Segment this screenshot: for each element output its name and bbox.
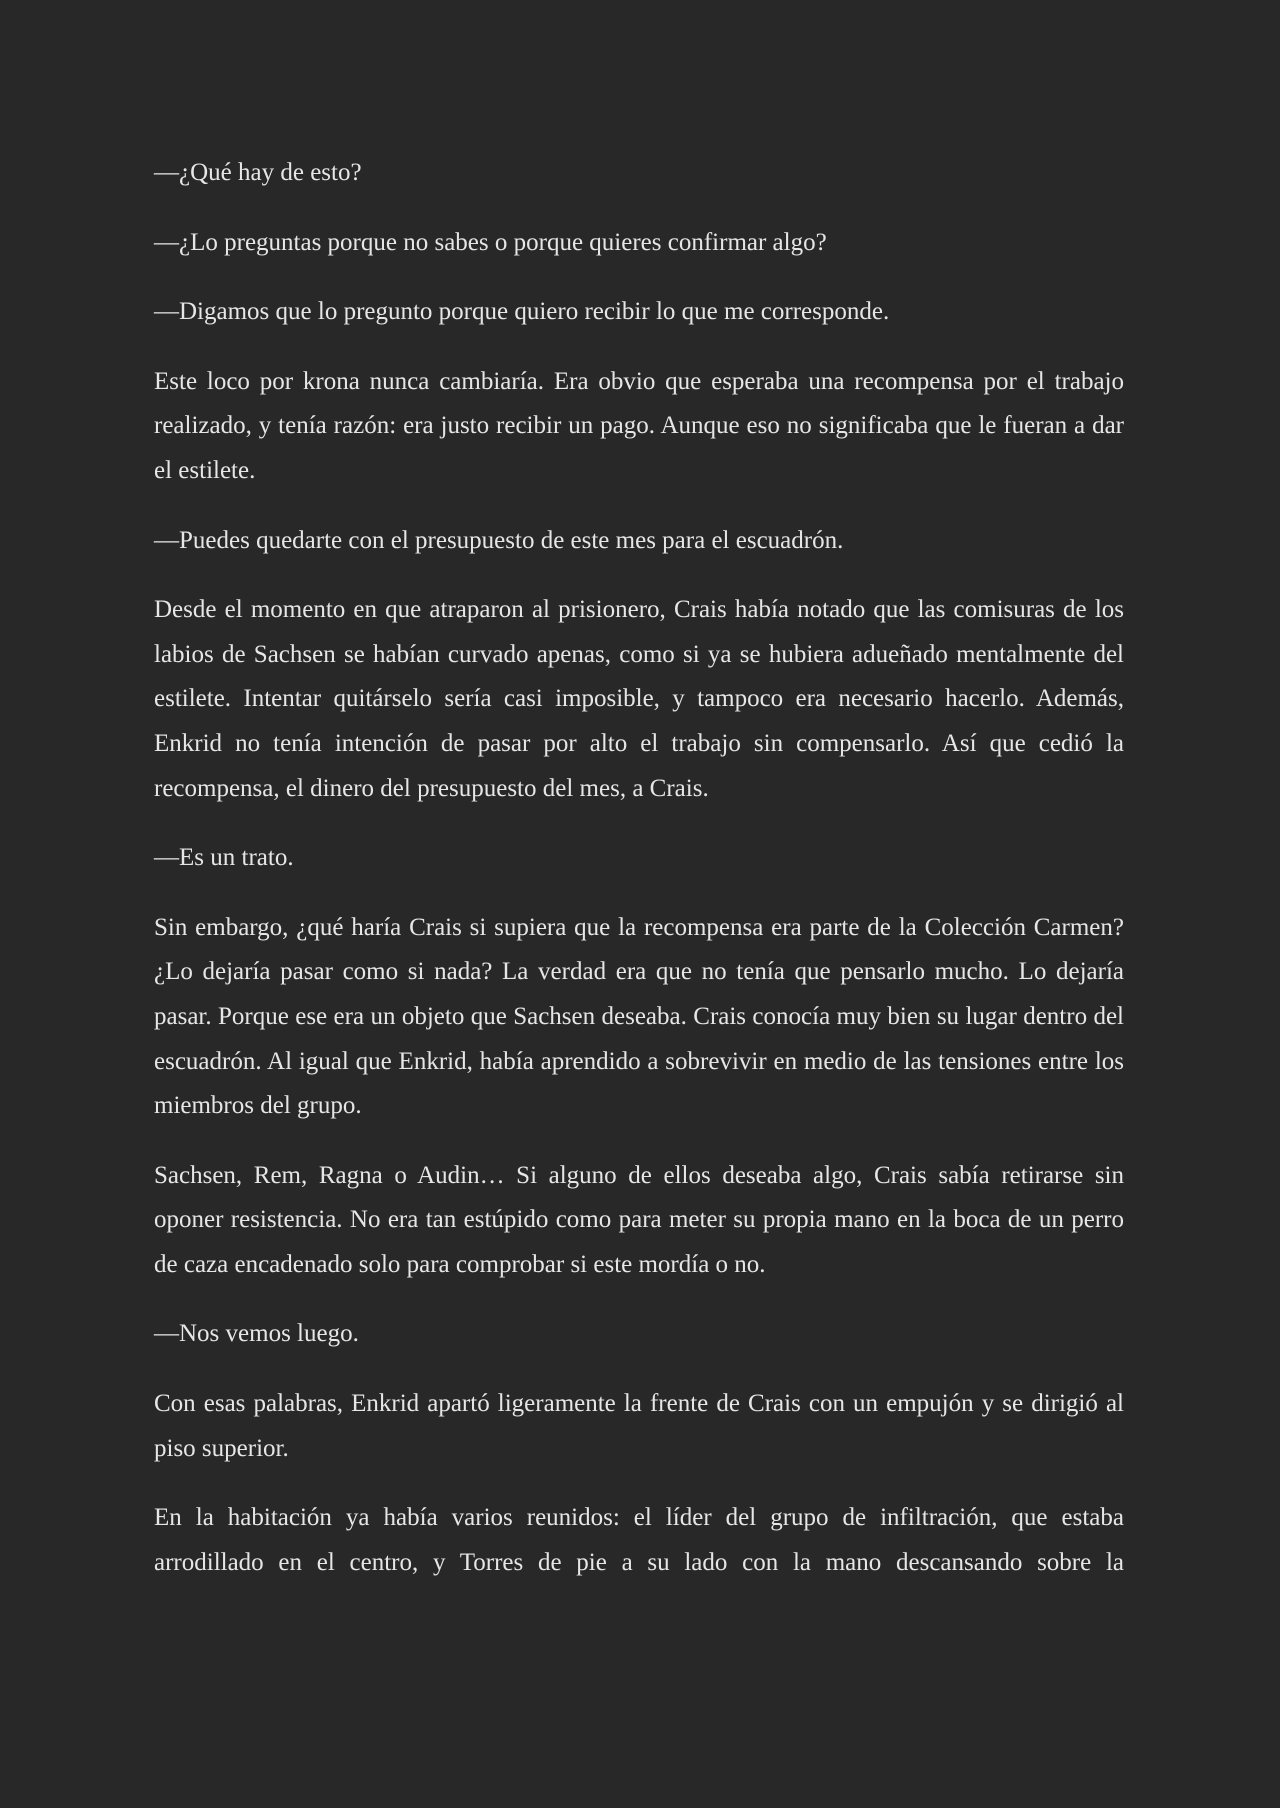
paragraph: —Puedes quedarte con el presupuesto de este mes para el escuadrón. [154, 526, 844, 554]
paragraph: Con esas palabras, Enkrid apartó ligeramente la frente de Crais con un empujón y se dirigió al piso superior. [154, 1390, 1124, 1462]
paragraph: —Digamos que lo pregunto porque quiero recibir lo que me corresponde. [154, 298, 890, 326]
paragraph: Desde el momento en que atraparon al prisionero, Crais había notado que las comisuras de los labios de Sachsen se habían curvado apenas, como si ya se hubiera adueñado mentalmente del estilete. Intentar quitárselo sería casi imposible, y tampoco era necesario hacerlo. Además, Enkrid no tenía intención de pasar por alto el trabajo sin compensarlo. Así que cedió la recompensa, el dinero del presupuesto del mes, a Crais. [154, 596, 1124, 802]
paragraph: Sachsen, Rem, Ragna o Audin… Si alguno de ellos deseaba algo, Crais sabía retirarse sin oponer resistencia. No era tan estúpido como para meter su propia mano en la boca de un perro de caza encadenado solo para comprobar si este mordía o no. [154, 1161, 1124, 1278]
paragraph: Sin embargo, ¿qué haría Crais si supiera que la recompensa era parte de la Colección Carmen? ¿Lo dejaría pasar como si nada? La verdad era que no tenía que pensarlo mucho. Lo dejaría pasar. Porque ese era un objeto que Sachsen deseaba. Crais conocía muy bien su lugar dentro del escuadrón. Al igual que Enkrid, había aprendido a sobrevivir en medio de las tensiones entre los miembros del grupo. [154, 913, 1124, 1120]
paragraph: —Es un trato. [154, 844, 294, 872]
paragraph: —¿Lo preguntas porque no sabes o porque quieres confirmar algo? [154, 228, 827, 256]
paragraph: —Nos vemos luego. [154, 1320, 359, 1348]
paragraph: —¿Qué hay de esto? [154, 159, 362, 186]
paragraph: En la habitación ya había varios reunidos: el líder del grupo de infiltración, que estaba arrodillado en el centro, y Torres de pie a su lado con la mano descansando sobre la [154, 1504, 1124, 1576]
document-page [154, 151, 1124, 1610]
paragraph: Este loco por krona nunca cambiaría. Era obvio que esperaba una recompensa por el trabajo realizado, y tenía razón: era justo recibir un pago. Aunque eso no significaba que le fueran a dar el estilete. [154, 367, 1124, 484]
